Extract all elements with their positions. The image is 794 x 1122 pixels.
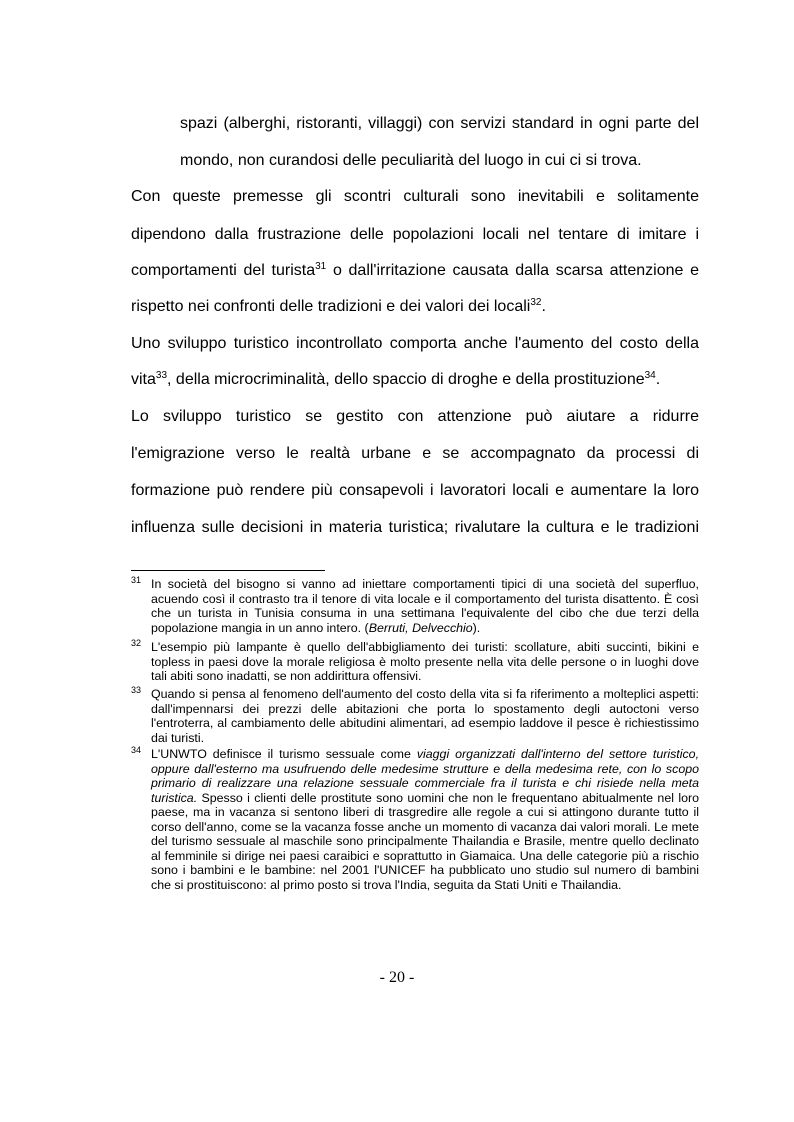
- paragraph-3-line-1: Uno sviluppo turistico incontrollato comporta anche l'aumento del costo della: [131, 335, 699, 352]
- footnote-ref-32[interactable]: 32: [530, 297, 542, 308]
- footnote-number: 33: [131, 685, 142, 695]
- indented-line-2: mondo, non curandosi delle peculiarità del luogo in cui ci si trova.: [180, 152, 642, 169]
- paragraph-3-line-2: vita$^{33}$, della microcriminalità, dello spaccio di droghe e della prostituzione$^{34}$.: [131, 370, 661, 388]
- footnote-32: 32 L'esempio più lampante è quello dell'abbigliamento dei turisti: scollature, abiti succinti, bikini e topless in paesi dove la morale religiosa è molto presente nella vita delle persone o in luoghi dove tali abiti sono inadatti, se non addirittura offensivi.: [131, 638, 699, 683]
- footnote-ref-34[interactable]: 34: [644, 370, 656, 381]
- footnote-34: 34 L'UNWTO definisce il turismo sessuale come viaggi organizzati dall'interno del settore turistico, oppure dall'esterno ma usufruendo delle medesime strutture e della medesima rete, con lo scopo primario di realizzare una relazione sessuale commerciale fra il turista e chi risiede nella meta turistica. Spesso i clienti delle prostitute sono uomini che non le frequentano abitualmente nel loro paese, ma in vacanza si sentono liberi di trasgredire alle regole a cui si attingono durante tutto il corso dell'anno, come se la vacanza fosse anche un momento di vacanza dai valori morali. Le mete del turismo sessuale al maschile sono principalmente Thailandia e Brasile, mentre quello declinato al femminile si dirige nei paesi caraibici e soprattutto in Giamaica. Una delle categorie più a rischio sono i bambini e le bambine: nel 2001 l'UNICEF ha pubblicato uno studio sul numero di bambini che si prostituiscono: al primo posto si trova l'India, seguita da Stati Uniti e Thailandia.: [131, 745, 700, 892]
- paragraph-2-line-3: comportamenti del turista$^{31}$ o dall'irritazione causata dalla scarsa attenzione e: [131, 261, 699, 279]
- paragraph-4-line-4: influenza sulle decisioni in materia turistica; rivalutare la cultura e le tradizioni: [131, 519, 699, 536]
- page-number: - 20 -: [379, 969, 415, 986]
- paragraph-2-line-1: Con queste premesse gli scontri culturali sono inevitabili e solitamente: [131, 188, 699, 205]
- footnote-number: 32: [131, 638, 142, 648]
- indented-line-1: spazi (alberghi, ristoranti, villaggi) con servizi standard in ogni parte del: [180, 115, 699, 132]
- footnote-ref-33[interactable]: 33: [155, 370, 168, 381]
- paragraph-2-line-2: dipendono dalla frustrazione delle popolazioni locali nel tentare di imitare i: [131, 226, 699, 243]
- footnote-31: 31 In società del bisogno si vanno ad iniettare comportamenti tipici di una società del superfluo, acuendo così il contrasto tra il tenore di vita locale e il comportamento del turista disattento. È così che un turista in Tunisia consuma in una settimana l'equivalente del cibo che due terzi della popolazione mangia in un anno intero. (Berruti, Delvecchio).: [131, 575, 699, 635]
- paragraph-4-line-2: l'emigrazione verso le realtà urbane e se accompagnato da processi di: [131, 445, 699, 462]
- footnote-33: 33 Quando si pensa al fenomeno dell'aumento del costo della vita si fa riferimento a molteplici aspetti: dall'impennarsi dei prezzi delle abitazioni che porta lo spostamento degli autoctoni verso l'entroterra, al cambiamento delle abitudini alimentari, ad esempio laddove il pesce è richiestissimo dai turisti.: [131, 685, 699, 745]
- paragraph-2-line-4: rispetto nei confronti delle tradizioni e dei valori dei locali$^{32}$.: [131, 297, 546, 315]
- footnote-number: 34: [131, 745, 142, 755]
- footnote-ref-31[interactable]: 31: [315, 261, 327, 272]
- paragraph-4-line-3: formazione può rendere più consapevoli i lavoratori locali e aumentare la loro: [131, 482, 699, 499]
- paragraph-4-line-1: Lo sviluppo turistico se gestito con attenzione può aiutare a ridurre: [131, 408, 699, 425]
- footnote-number: 31: [131, 575, 142, 585]
- footnote-separator: [131, 570, 325, 571]
